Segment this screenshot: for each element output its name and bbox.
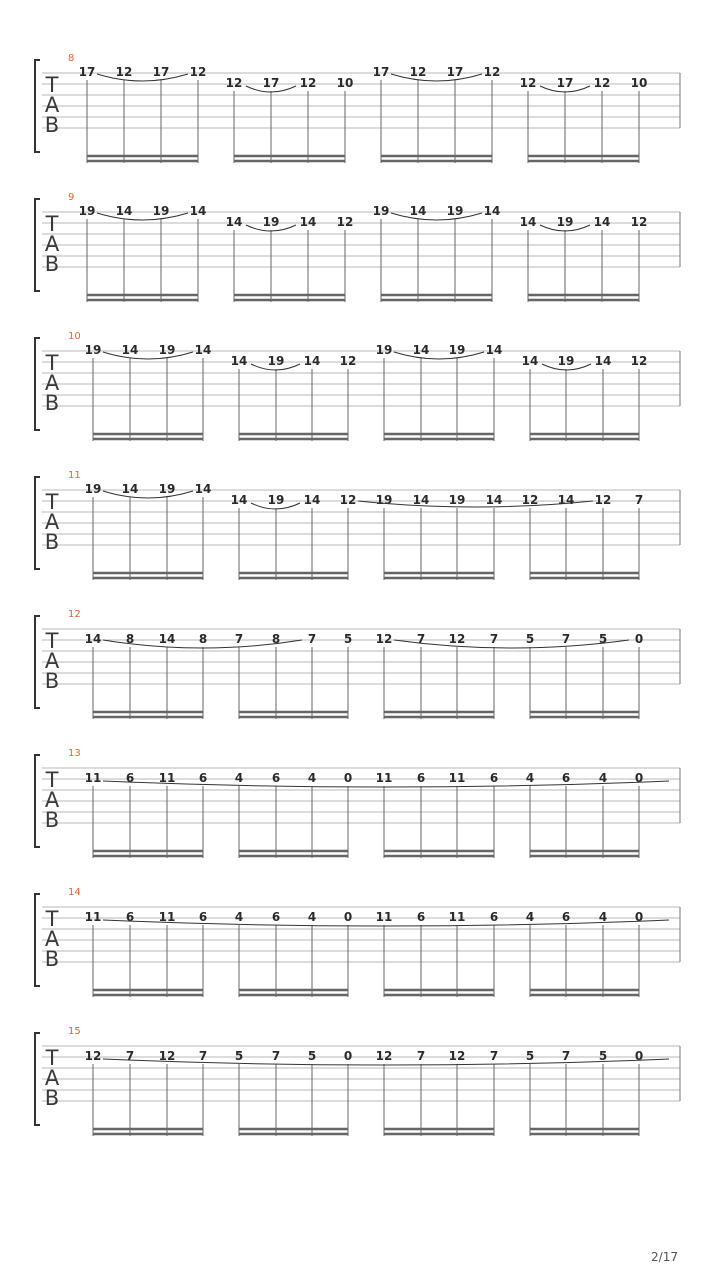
measure-number: 14	[68, 887, 81, 898]
fret-number: 11	[84, 910, 102, 924]
fret-number: 0	[634, 1049, 644, 1063]
fret-number: 6	[489, 771, 499, 785]
fret-number: 7	[489, 1049, 499, 1063]
fret-number: 11	[375, 910, 393, 924]
fret-number: 5	[525, 632, 535, 646]
fret-number: 19	[84, 343, 102, 357]
measure-number: 8	[68, 53, 75, 64]
tab-clef-letter: T	[45, 351, 59, 375]
tab-system	[35, 609, 680, 719]
slur	[394, 640, 629, 648]
system-bracket	[35, 616, 40, 708]
tab-clef-letter: A	[44, 232, 60, 256]
fret-number: 14	[485, 343, 503, 357]
slur	[97, 74, 188, 81]
fret-number: 4	[234, 771, 244, 785]
measure-number: 15	[68, 1026, 81, 1037]
fret-number: 12	[519, 76, 537, 90]
system-bracket	[35, 755, 40, 847]
tab-clef-letter: B	[44, 530, 60, 554]
tab-clef-letter: A	[44, 93, 60, 117]
system-bracket	[35, 477, 40, 569]
fret-number: 14	[557, 493, 575, 507]
fret-number: 12	[521, 493, 539, 507]
tab-system	[35, 470, 680, 580]
fret-number: 11	[158, 771, 176, 785]
fret-number: 5	[525, 1049, 535, 1063]
fret-number: 14	[483, 204, 501, 218]
measure-number: 11	[68, 470, 81, 481]
fret-number: 14	[485, 493, 503, 507]
fret-number: 14	[299, 215, 317, 229]
fret-number: 14	[593, 215, 611, 229]
fret-number: 6	[198, 771, 208, 785]
fret-number: 19	[262, 215, 280, 229]
fret-number: 6	[125, 910, 135, 924]
fret-number: 12	[225, 76, 243, 90]
fret-number: 19	[448, 343, 466, 357]
system-bracket	[35, 60, 40, 152]
fret-number: 7	[307, 632, 317, 646]
fret-number: 14	[519, 215, 537, 229]
fret-number: 14	[225, 215, 243, 229]
fret-number: 14	[409, 204, 427, 218]
fret-number: 17	[372, 65, 390, 79]
tab-clef-letter: B	[44, 669, 60, 693]
fret-number: 5	[307, 1049, 317, 1063]
fret-number: 14	[230, 354, 248, 368]
fret-number: 19	[267, 354, 285, 368]
tab-clef-letter: A	[44, 927, 60, 951]
fret-number: 11	[158, 910, 176, 924]
fret-number: 0	[343, 771, 353, 785]
fret-number: 6	[416, 910, 426, 924]
tab-clef-letter: A	[44, 649, 60, 673]
tab-clef-letter: T	[45, 629, 59, 653]
fret-number: 4	[307, 910, 317, 924]
fret-number: 4	[307, 771, 317, 785]
fret-number: 0	[343, 910, 353, 924]
fret-number: 14	[121, 482, 139, 496]
fret-number: 0	[634, 632, 644, 646]
fret-number: 4	[598, 771, 608, 785]
fret-number: 12	[448, 1049, 466, 1063]
fret-number: 19	[78, 204, 96, 218]
fret-number: 7	[198, 1049, 208, 1063]
fret-number: 19	[84, 482, 102, 496]
fret-number: 12	[158, 1049, 176, 1063]
fret-number: 14	[194, 343, 212, 357]
fret-number: 14	[412, 493, 430, 507]
fret-number: 12	[594, 493, 612, 507]
fret-number: 19	[158, 343, 176, 357]
fret-number: 10	[336, 76, 354, 90]
measure-number: 10	[68, 331, 81, 342]
fret-number: 12	[189, 65, 207, 79]
system-bracket	[35, 199, 40, 291]
fret-number: 14	[84, 632, 102, 646]
tab-clef-letter: B	[44, 113, 60, 137]
fret-number: 7	[271, 1049, 281, 1063]
slur	[97, 213, 188, 220]
fret-number: 19	[158, 482, 176, 496]
tab-system	[35, 53, 680, 163]
fret-number: 12	[299, 76, 317, 90]
fret-number: 11	[448, 910, 466, 924]
tab-clef-letter: T	[45, 1046, 59, 1070]
fret-number: 17	[262, 76, 280, 90]
fret-number: 5	[598, 1049, 608, 1063]
fret-number: 14	[158, 632, 176, 646]
fret-number: 19	[375, 493, 393, 507]
fret-number: 6	[489, 910, 499, 924]
fret-number: 14	[115, 204, 133, 218]
fret-number: 7	[234, 632, 244, 646]
fret-number: 7	[561, 1049, 571, 1063]
fret-number: 19	[448, 493, 466, 507]
tab-clef-letter: B	[44, 1086, 60, 1110]
fret-number: 12	[84, 1049, 102, 1063]
fret-number: 8	[271, 632, 281, 646]
fret-number: 8	[198, 632, 208, 646]
fret-number: 19	[556, 215, 574, 229]
tab-clef-letter: B	[44, 252, 60, 276]
fret-number: 14	[594, 354, 612, 368]
fret-number: 6	[416, 771, 426, 785]
fret-number: 19	[446, 204, 464, 218]
fret-number: 4	[525, 910, 535, 924]
fret-number: 19	[152, 204, 170, 218]
fret-number: 12	[339, 354, 357, 368]
fret-number: 17	[446, 65, 464, 79]
tab-system	[35, 748, 680, 858]
fret-number: 4	[234, 910, 244, 924]
tab-clef-letter: A	[44, 1066, 60, 1090]
fret-number: 10	[630, 76, 648, 90]
system-bracket	[35, 1033, 40, 1125]
tab-clef-letter: A	[44, 371, 60, 395]
fret-number: 6	[125, 771, 135, 785]
tab-clef-letter: T	[45, 907, 59, 931]
tab-clef-letter: T	[45, 490, 59, 514]
measure-number: 12	[68, 609, 81, 620]
system-bracket	[35, 338, 40, 430]
fret-number: 14	[194, 482, 212, 496]
tab-clef-letter: B	[44, 391, 60, 415]
fret-number: 0	[634, 910, 644, 924]
fret-number: 6	[271, 910, 281, 924]
fret-number: 7	[125, 1049, 135, 1063]
fret-number: 11	[375, 771, 393, 785]
fret-number: 6	[561, 910, 571, 924]
slur	[394, 352, 484, 359]
slur	[391, 213, 482, 220]
fret-number: 19	[375, 343, 393, 357]
tab-clef-letter: B	[44, 947, 60, 971]
fret-number: 6	[271, 771, 281, 785]
fret-number: 14	[412, 343, 430, 357]
fret-number: 12	[483, 65, 501, 79]
page-number: 2/17	[651, 1250, 678, 1264]
fret-number: 4	[525, 771, 535, 785]
fret-number: 5	[343, 632, 353, 646]
tab-clef-letter: A	[44, 510, 60, 534]
fret-number: 19	[557, 354, 575, 368]
measure-number: 9	[68, 192, 75, 203]
fret-number: 6	[561, 771, 571, 785]
fret-number: 14	[189, 204, 207, 218]
tab-clef-letter: T	[45, 212, 59, 236]
fret-number: 0	[634, 771, 644, 785]
tab-clef-letter: B	[44, 808, 60, 832]
slur	[103, 352, 193, 359]
fret-number: 7	[416, 632, 426, 646]
tab-system	[35, 331, 680, 441]
fret-number: 12	[409, 65, 427, 79]
fret-number: 7	[634, 493, 644, 507]
fret-number: 17	[556, 76, 574, 90]
fret-number: 5	[598, 632, 608, 646]
fret-number: 19	[372, 204, 390, 218]
fret-number: 12	[339, 493, 357, 507]
fret-number: 6	[198, 910, 208, 924]
fret-number: 12	[630, 215, 648, 229]
fret-number: 19	[267, 493, 285, 507]
fret-number: 17	[152, 65, 170, 79]
fret-number: 12	[375, 1049, 393, 1063]
fret-number: 11	[448, 771, 466, 785]
fret-number: 17	[78, 65, 96, 79]
fret-number: 12	[630, 354, 648, 368]
fret-number: 11	[84, 771, 102, 785]
fret-number: 14	[230, 493, 248, 507]
fret-number: 12	[336, 215, 354, 229]
fret-number: 12	[593, 76, 611, 90]
fret-number: 12	[115, 65, 133, 79]
fret-number: 8	[125, 632, 135, 646]
slur	[103, 491, 193, 498]
fret-number: 14	[303, 493, 321, 507]
fret-number: 12	[375, 632, 393, 646]
fret-number: 7	[561, 632, 571, 646]
fret-number: 12	[448, 632, 466, 646]
fret-number: 5	[234, 1049, 244, 1063]
tab-system	[35, 1026, 680, 1136]
system-bracket	[35, 894, 40, 986]
fret-number: 7	[416, 1049, 426, 1063]
fret-number: 7	[489, 632, 499, 646]
tab-system	[35, 887, 680, 997]
fret-number: 14	[521, 354, 539, 368]
fret-number: 4	[598, 910, 608, 924]
tab-system	[35, 192, 680, 302]
fret-number: 0	[343, 1049, 353, 1063]
fret-number: 14	[303, 354, 321, 368]
tab-clef-letter: A	[44, 788, 60, 812]
tab-clef-letter: T	[45, 768, 59, 792]
fret-number: 14	[121, 343, 139, 357]
slur	[391, 74, 482, 81]
measure-number: 13	[68, 748, 81, 759]
tab-clef-letter: T	[45, 73, 59, 97]
